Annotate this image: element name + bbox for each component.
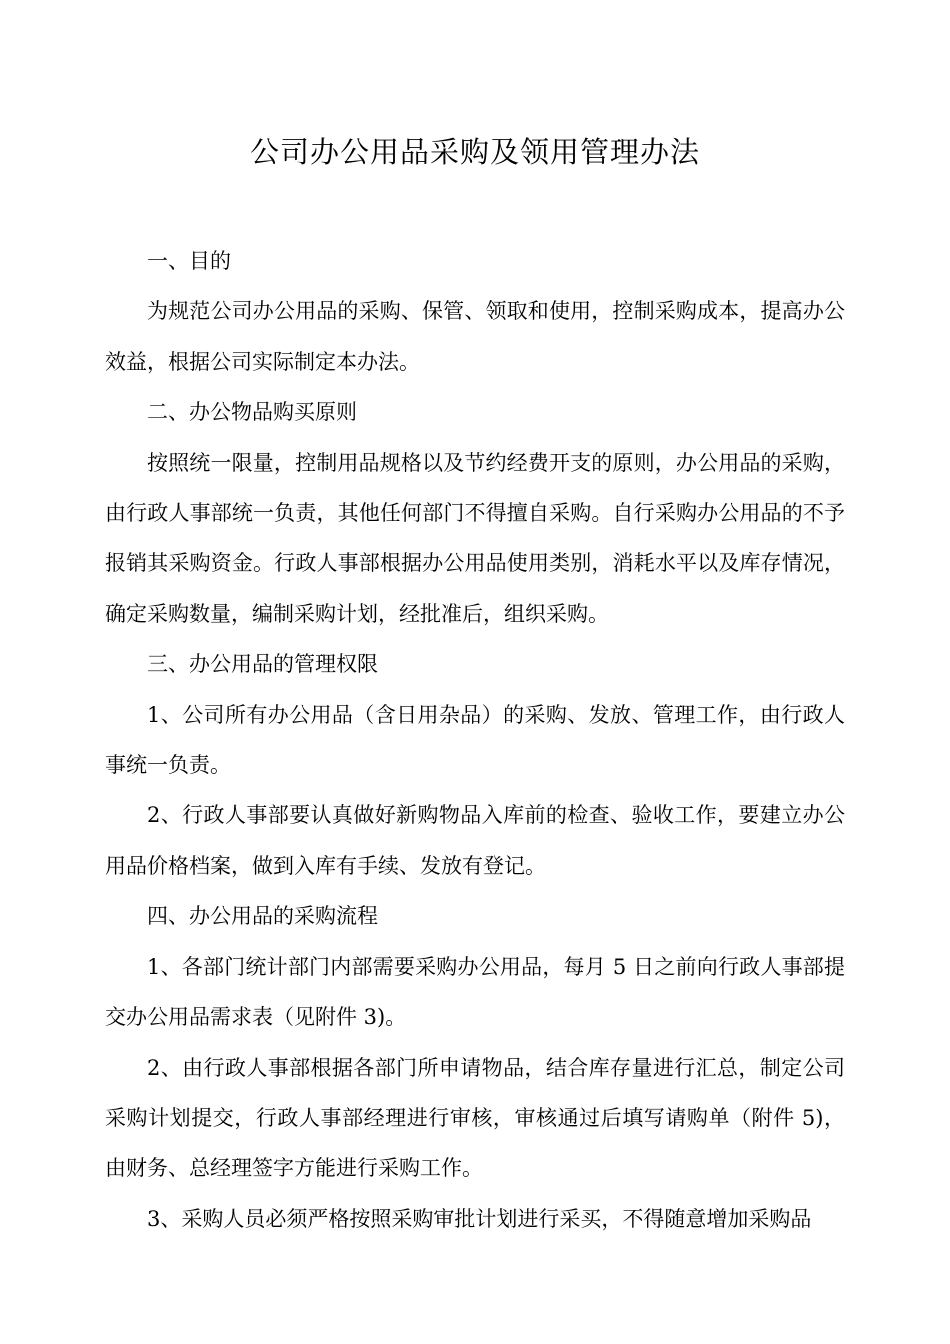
section-heading-principles: 二、办公物品购买原则	[147, 400, 357, 425]
section-heading-process: 四、办公用品的采购流程	[147, 904, 378, 929]
paragraph-authority-2: 2、行政人事部要认真做好新购物品入库前的检查、验收工作，要建立办公用品价格档案，做到入库有手续、发放有登记。	[105, 803, 845, 878]
section-heading-purpose: 一、目的	[147, 249, 231, 273]
paragraph-authority-1: 1、公司所有办公用品（含日用杂品）的采购、发放、管理工作，由行政人事统一负责。	[105, 702, 845, 778]
document-title: 公司办公用品采购及领用管理办法	[249, 135, 700, 169]
paragraph-principles: 按照统一限量，控制用品规格以及节约经费开支的原则，办公用品的采购，由行政人事部统一负责，其他任何部门不得擅自采购。自行采购办公用品的不予报销其采购资金。行政人事部根据办公用品使用类别，消耗水平以及库存情况，确定采购数量，编制采购计划，经批准后，组织采购。	[105, 450, 845, 626]
paragraph-process-2: 2、由行政人事部根据各部门所申请物品，结合库存量进行汇总，制定公司采购计划提交，行政人事部经理进行审核，审核通过后填写请购单（附件 5)，由财务、总经理签字方能进行采购工作。	[105, 1055, 845, 1181]
paragraph-process-3: 3、采购人员必须严格按照采购审批计划进行采买，不得随意增加采购品	[147, 1206, 812, 1231]
document-body	[105, 236, 845, 1244]
section-heading-authority: 三、办公用品的管理权限	[147, 652, 378, 677]
paragraph-purpose: 为规范公司办公用品的采购、保管、领取和使用，控制采购成本，提高办公效益，根据公司实际制定本办法。	[105, 299, 845, 374]
paragraph-process-1: 1、各部门统计部门内部需要采购办公用品，每月 5 日之前向行政人事部提交办公用品需求表（见附件 3)。	[105, 954, 845, 1030]
